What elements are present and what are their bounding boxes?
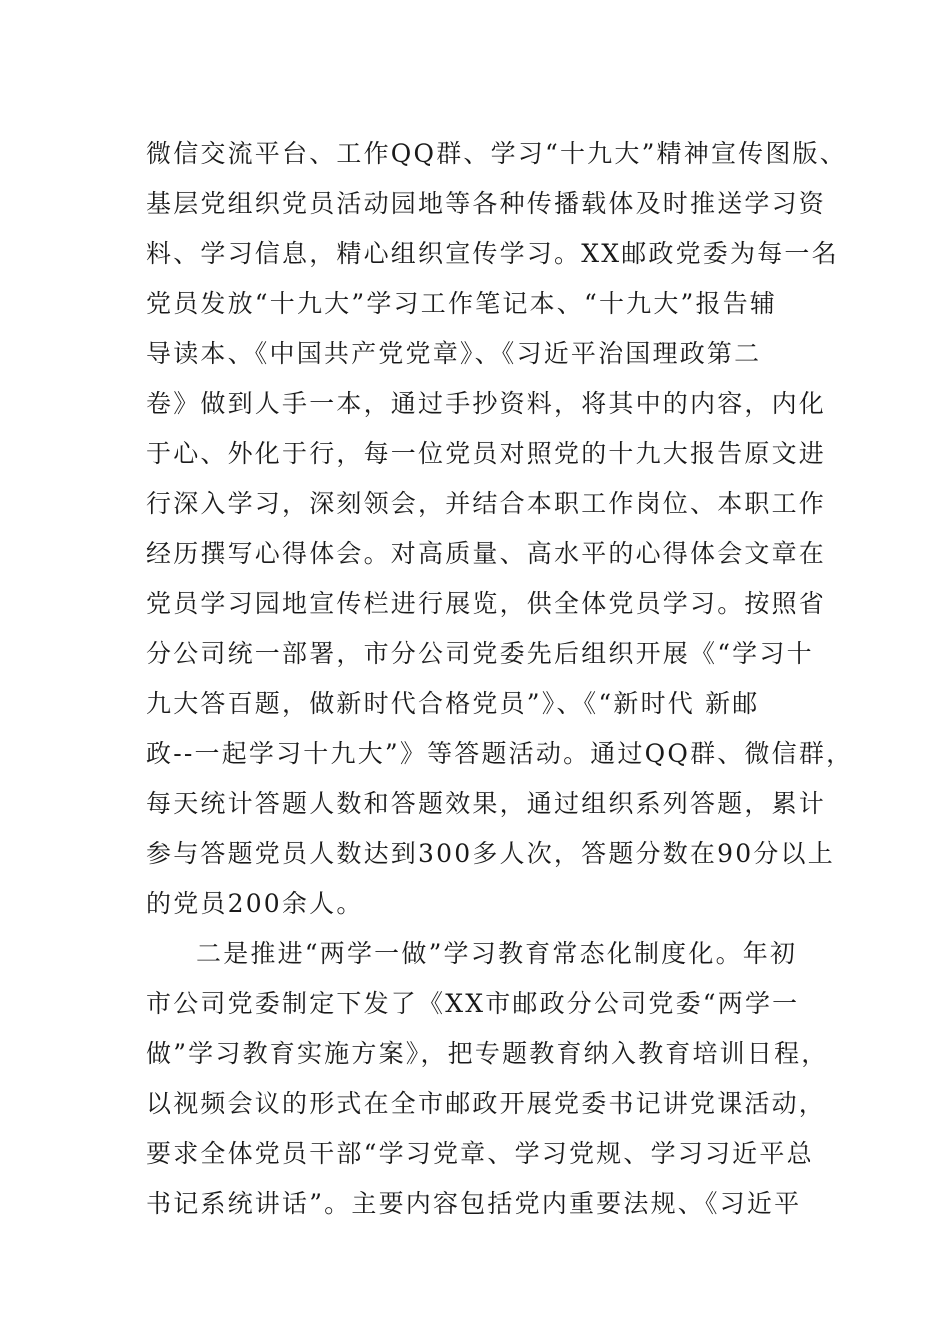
text-line: 卷》做到人手一本，通过手抄资料，将其中的内容，内化	[146, 389, 827, 418]
text-line: 于心、外化于行，每一位党员对照党的十九大报告原文进	[146, 439, 827, 468]
text-line: 料、学习信息，精心组织宣传学习。XX邮政党委为每一名	[146, 239, 839, 268]
text-line: 九大答百题，做新时代合格党员”》、《“新时代 新邮	[146, 689, 760, 718]
text-line: 书记系统讲话”。主要内容包括党内重要法规、《习近平	[146, 1189, 802, 1218]
text-line: 以视频会议的形式在全市邮政开展党委书记讲党课活动，	[146, 1089, 827, 1118]
text-line: 党员发放“十九大”学习工作笔记本、“十九大”报告辅	[146, 289, 778, 318]
text-line: 市公司党委制定下发了《XX市邮政分公司党委“两学一	[146, 989, 800, 1018]
text-line: 微信交流平台、工作QQ群、学习“十九大”精神宣传图版、	[146, 139, 847, 168]
text-line: 政--一起学习十九大”》等答题活动。通过QQ群、微信群，	[146, 739, 854, 768]
text-line: 党员学习园地宣传栏进行展览，供全体党员学习。按照省	[146, 589, 827, 618]
text-line: 要求全体党员干部“学习党章、学习党规、学习习近平总	[146, 1139, 814, 1168]
text-line: 基层党组织党员活动园地等各种传播载体及时推送学习资	[146, 189, 827, 218]
text-line: 导读本、《中国共产党党章》、《习近平治国理政第二	[146, 339, 762, 368]
paragraph-start-line: 二是推进“两学一做”学习教育常态化制度化。年初	[196, 939, 798, 968]
body-text	[146, 129, 854, 1229]
text-line: 每天统计答题人数和答题效果，通过组织系列答题，累计	[146, 789, 827, 818]
text-line: 经历撰写心得体会。对高质量、高水平的心得体会文章在	[146, 539, 827, 568]
text-line: 的党员200余人。	[146, 889, 364, 918]
text-line: 参与答题党员人数达到300多人次，答题分数在90分以上	[146, 839, 835, 868]
text-line: 行深入学习，深刻领会，并结合本职工作岗位、本职工作	[146, 489, 827, 518]
text-line: 分公司统一部署，市分公司党委先后组织开展《“学习十	[146, 639, 814, 668]
text-line: 做”学习教育实施方案》，把专题教育纳入教育培训日程，	[146, 1039, 829, 1068]
